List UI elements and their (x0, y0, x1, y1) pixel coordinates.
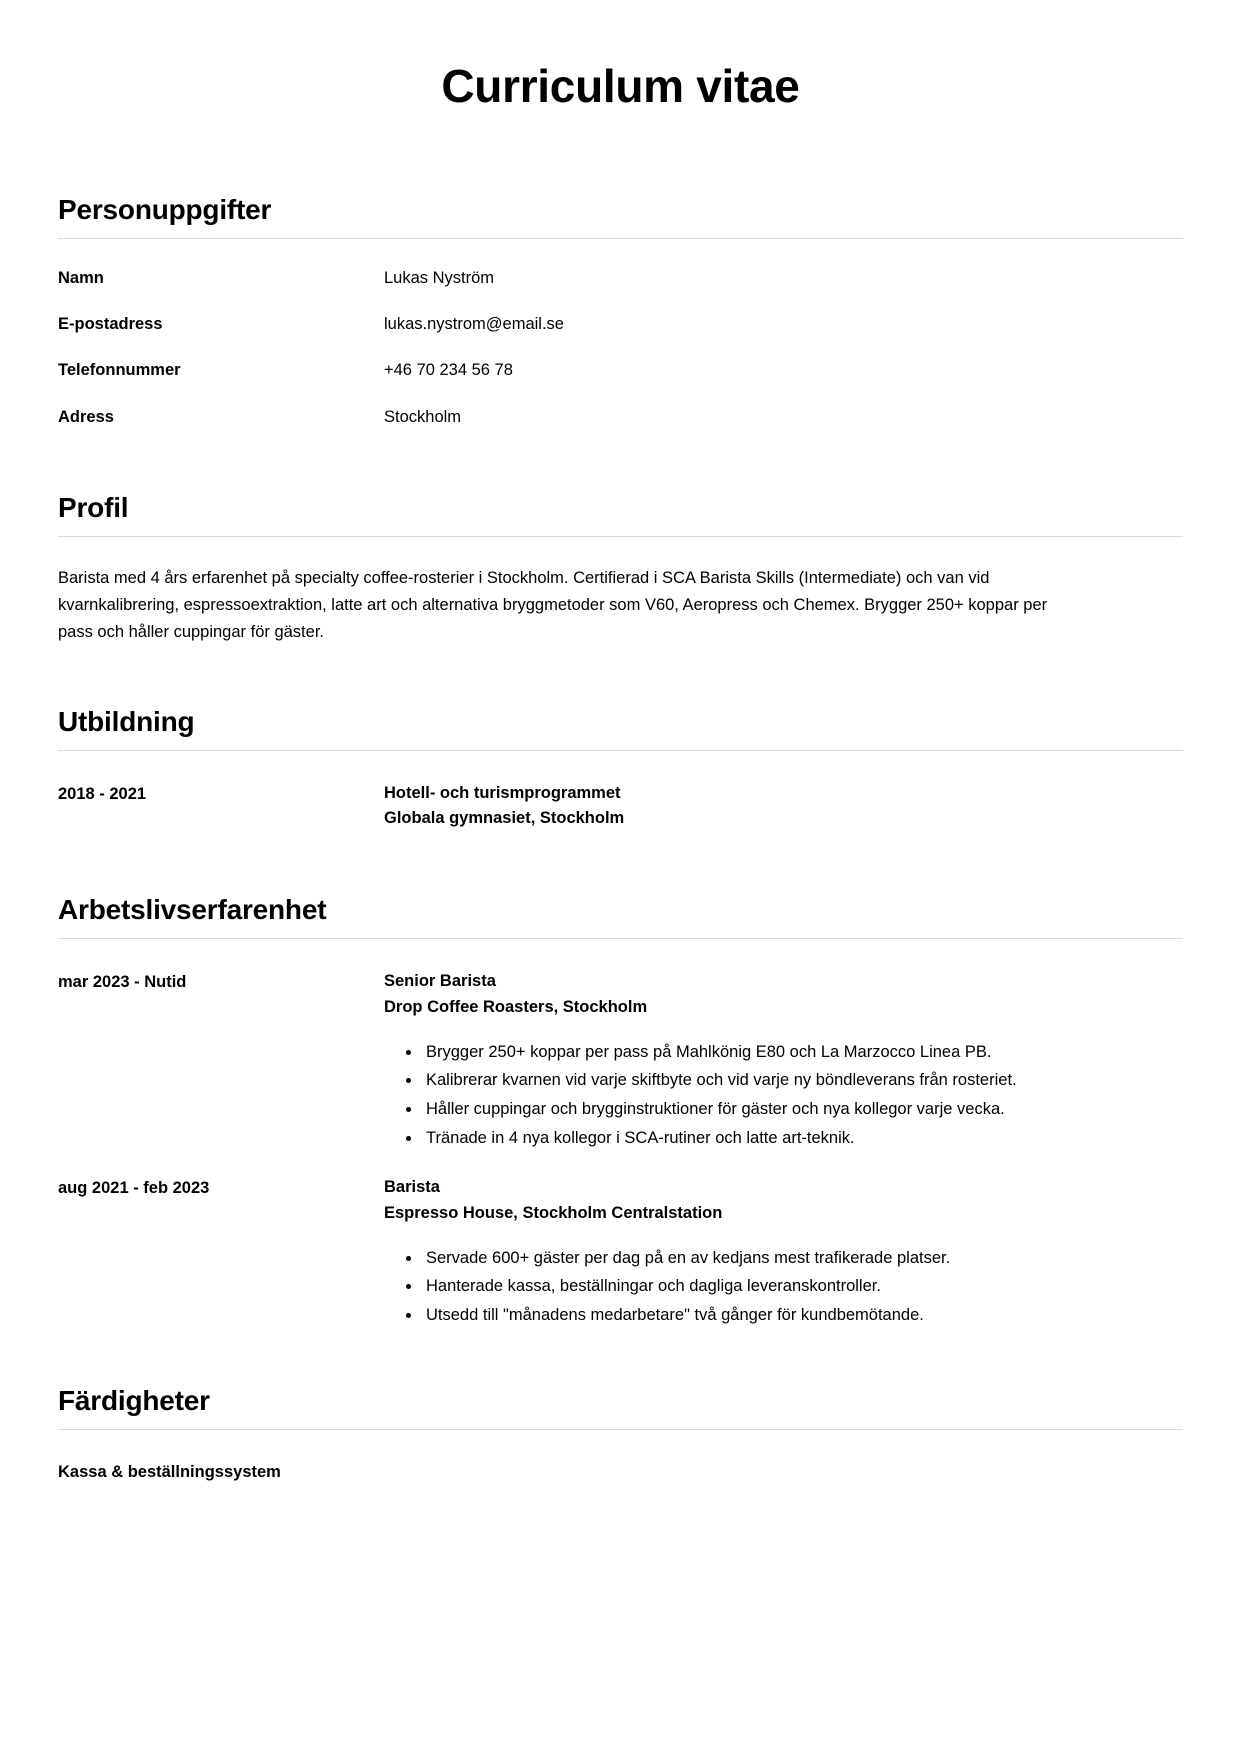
personal-details-list (58, 267, 1183, 428)
section-divider (58, 750, 1183, 751)
entry-period: 2018 - 2021 (58, 784, 147, 803)
entry-body (384, 969, 1183, 1153)
entry-period: mar 2023 - Nutid (58, 973, 187, 992)
entry-organization: Drop Coffee Roasters, Stockholm (384, 997, 648, 1016)
detail-value: lukas.nystrom@email.se (384, 315, 564, 334)
section-personal-details (58, 192, 1183, 428)
section-education (58, 704, 1183, 833)
entry-organization: Espresso House, Stockholm Centralstation (384, 1203, 723, 1222)
list-item: • Brygger 250+ koppar per pass på Mahlkönig E80 och La Marzocco Linea PB. (422, 1039, 1183, 1066)
section-heading-personal-details: Personuppgifter (58, 193, 272, 225)
list-item: • Kalibrerar kvarnen vid varje skiftbyte och vid varje ny böndleverans från rosteriet. (422, 1067, 1183, 1094)
list-item: • Håller cuppingar och brygginstruktioner för gäster och nya kollegor varje vecka. (422, 1096, 1183, 1123)
entry-bullet-list (384, 1245, 1183, 1329)
entry-title: Senior Barista (384, 972, 496, 991)
detail-row-adress (58, 406, 1183, 428)
section-heading-education: Utbildning (58, 705, 195, 737)
section-heading-profile: Profil (58, 491, 129, 523)
section-heading-skills: Färdigheter (58, 1384, 210, 1416)
detail-label: Namn (58, 268, 104, 287)
skill-item-name: Kassa & beställningssystem (58, 1463, 281, 1482)
section-skills (58, 1383, 1183, 1485)
detail-row-epostadress (58, 313, 1183, 335)
section-experience (58, 892, 1183, 1331)
entry-title: Hotell- och turismprogrammet (384, 783, 621, 802)
entry-period: aug 2021 - feb 2023 (58, 1179, 210, 1198)
section-divider (58, 938, 1183, 939)
detail-value: Stockholm (384, 407, 462, 426)
detail-row-namn (58, 267, 1183, 289)
section-heading-experience: Arbetslivserfarenhet (58, 894, 327, 926)
entry-bullet-list (384, 1039, 1183, 1152)
detail-row-telefonnummer (58, 359, 1183, 381)
entry-title: Barista (384, 1178, 440, 1197)
experience-entry (58, 969, 1183, 1153)
profile-text: Barista med 4 års erfarenhet på specialty coffee-rosterier i Stockholm. Certifierad i SCA Barista Skills (Intermediate) och van vid kvarnkalibrering, espressoextraktion, latte art och alternativa bryggmetoder som V60, Aeropress och Chemex. Brygger 250+ koppar per pass och håller cuppingar för gäster. (58, 569, 1048, 641)
entry-organization: Globala gymnasiet, Stockholm (384, 809, 625, 828)
detail-value: Lukas Nyström (384, 268, 495, 287)
section-profile (58, 490, 1183, 646)
education-entry (58, 781, 1183, 832)
experience-entry (58, 1175, 1183, 1330)
list-item: • Hanterade kassa, beställningar och dagliga leveranskontroller. (422, 1273, 1183, 1300)
detail-label: E-postadress (58, 315, 163, 334)
list-item: • Servade 600+ gäster per dag på en av kedjans mest trafikerade platser. (422, 1245, 1183, 1272)
list-item: • Utsedd till "månadens medarbetare" två gånger för kundbemötande. (422, 1302, 1183, 1329)
page-title: Curriculum vitae (441, 60, 800, 112)
section-divider (58, 1429, 1183, 1430)
detail-label: Telefonnummer (58, 361, 181, 380)
list-item: • Tränade in 4 nya kollegor i SCA-rutiner och latte art-teknik. (422, 1125, 1183, 1152)
detail-value: +46 70 234 56 78 (384, 361, 513, 380)
entry-body (384, 781, 1183, 832)
entry-body (384, 1175, 1183, 1330)
section-divider (58, 238, 1183, 239)
section-divider (58, 536, 1183, 537)
detail-label: Adress (58, 407, 114, 426)
